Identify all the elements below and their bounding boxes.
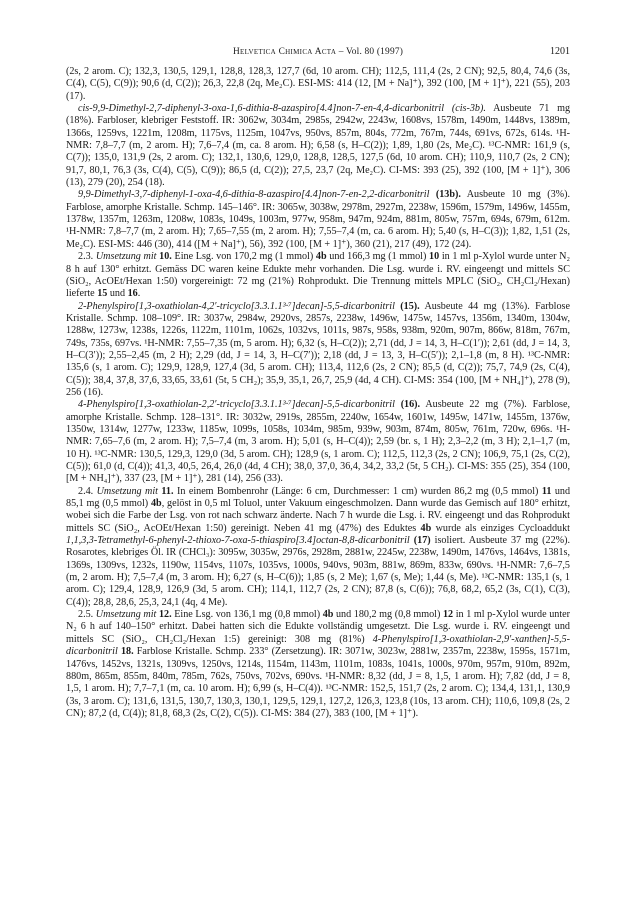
bold-text-run: 4b: [420, 522, 432, 534]
bold-text-run: 4b: [315, 251, 327, 263]
text-run: .: [137, 288, 141, 300]
text-run: Ausbeute 22 mg (7%). Farblose, amorphe Kristalle. Schmp. 128–131°. IR: 3032w, 2919s, 2855m, 2240w, 1654w, 1601w, 1495w, 1471w, 1455m, 1376w, 1350w, 1314w, 1277w, 1233w, 1185w, 1099s, 1058s, 1034m, 985m, 939w, 903m, 874m, 805w, 761m, 720w, 696s. ¹H-NMR: 7,65–7,6 (m, 2 arom. H); 7,5–7,4 (m, 3 arom. H); 5,01 (s, H–C(4)); 2,59 (br. s, 1 H); 2,3–2,2 (m, 3 H); 2,1–1,7 (m, 10 H). ¹³C-NMR: 130,5, 129,3, 129,0 (3d, 5 arom. CH); 128,9 (s, 1 arom. C); 112,5, 112,3 (2s, 2 CN); 106,9, 75,1 (2s, C(2), C(5)); 61,0 (d, C(4)); 41,3, 40,5, 26,4, 26,0 (4d, 4 CH); 38,0, 37,0, 36,4, 34,2, 33,2 (5t, 5 CH₂). CI-MS: 355 (25), 354 (100, [M + NH₄]⁺), 337 (23, [M + 1]⁺), 281 (14), 256 (33).: [66, 399, 570, 485]
text-run: und 85,1 mg (0,5 mmol): [66, 485, 571, 510]
text-run: wurde als einziges Cycloaddukt: [431, 522, 570, 534]
bold-text-run: (16).: [394, 399, 421, 411]
bold-text-run: 4b: [322, 609, 334, 621]
italic-text-run: 4-Phenylspiro[1,3-oxathiolan-2,2′-tricyclo[3.3.1.1³·⁷]decan]-5,5-dicarbonitril: [78, 399, 395, 411]
text-run: in 1 ml p-Xylol wurde unter N₂ 8 h auf 130° erhitzt. Gemäss DC waren keine Edukte mehr vorhanden. Die Lsg. wurde i. RV. eingeengt und mittels SC (SiO₂, AcOEt/Hexan 1:50) vorgereinigt: 72 mg (21%) Rohprodukt. Die Trennung mittels MPLC (SiO₂, CH₂Cl₂/Hexan) lieferte: [66, 251, 571, 300]
bold-text-run: 12.: [156, 609, 172, 621]
bold-text-run: (13b).: [429, 189, 461, 201]
bold-text-run: 10.: [156, 251, 172, 263]
text-run: isoliert. Ausbeute 37 mg (22%). Rosarotes, klebriges Öl. IR (CHCl₃): 3095w, 3035w, 2976s, 2928m, 2881w, 2245w, 2238w, 1490m, 1476vs, 1464vs, 1381s, 1369s, 1309vs, 1232s, 1190w, 1154vs, 1107s, 1035vs, 1000s, 940vs, 903m, 881w, 869m, 833w, 690vs. ¹H-NMR: 7,6–7,5 (m, 2 arom. H); 7,5–7,4 (m, 3 arom. H); 6,27 (s, H–C(6)); 1,85 (s, 2 Me); 1,67 (s, Me); 1,44 (s, Me). ¹³C-NMR: 135,1 (s, 1 arom. C); 129,4, 128,9, 126,9 (3d, 5 arom. CH); 114,1, 112,7 (2s, 2 CN); 87,8 (s, C(6)); 76,8, 68,2, 65,2 (3s, C(1), C(3), C(4)); 28,8, 28,6, 25,3, 24,1 (4q, 4 Me).: [66, 535, 571, 608]
text-run: und: [107, 288, 128, 300]
bold-text-run: 18.: [117, 646, 134, 658]
italic-text-run: 2-Phenylspiro[1,3-oxathiolan-4,2′-tricyclo[3.3.1.1³·⁷]decan]-5,5-dicarbonitril: [78, 300, 395, 312]
paragraph: [66, 189, 570, 251]
paragraph: [66, 399, 570, 485]
bold-text-run: 11.: [158, 485, 174, 497]
italic-text-run: Umsetzung mit: [95, 609, 157, 621]
italic-text-run: cis-9,9-Dimethyl-2,7-diphenyl-3-oxa-1,6-dithia-8-azaspiro[4.4]non-7-en-4,4-dicarbonitril (cis-3b).: [78, 103, 486, 115]
volume-info: – Vol. 80 (1997): [336, 47, 404, 57]
text-run: In einem Bombenrohr (Länge: 6 cm, Durchmesser: 1 cm) wurden 86,2 mg (0,5 mmol): [173, 485, 542, 497]
text-run: Farblose Kristalle. Schmp. 233° (Zersetzung). IR: 3071w, 3023w, 2881w, 2357m, 2238w, 1595s, 1571m, 1476vs, 1452vs, 1321s, 1309vs, 1250vs, 1214s, 1154m, 1143m, 1101m, 1083s, 1041s, 1000s, 970m, 957m, 910m, 892m, 880m, 865m, 855m, 840m, 785m, 762s, 750vs, 702vs, 690vs. ¹H-NMR: 8,32 (dd, J = 8, 1,5, 1 arom. H); 7,82 (dd, J = 8, 1,5, 1 arom. H); 7,7–7,1 (m, ca. 10 arom. H); 6,99 (s, H–C(4)). ¹³C-NMR: 152,5, 151,7 (2s, 2 arom. C); 134,4, 131,1, 130,9 (3s, 3 arom. C); 131,6, 131,5, 130,7, 130,3, 130,1, 129,5, 129,1, 127,2, 126,3, 123,8 (10s, 13 arom. CH); 110,6, 109,8 (2s, 2 CN); 87,2 (d, C(4)); 81,8, 68,3 (2s, C(2), C(5)). CI-MS: 384 (27), 383 (100, [M + 1]⁺).: [66, 646, 571, 719]
paragraph: [66, 251, 570, 300]
text-run: 2.4.: [78, 485, 97, 497]
text-run: und 166,3 mg (1 mmol): [326, 251, 430, 263]
paragraph: [66, 301, 570, 400]
text-run: 2.3.: [78, 251, 96, 263]
bold-text-run: 10: [429, 251, 440, 263]
bold-text-run: (15).: [394, 300, 420, 312]
paragraph: [66, 609, 570, 720]
running-head: [66, 46, 570, 58]
journal-name: Helvetica Chimica Acta: [232, 47, 337, 57]
bold-text-run: (17): [409, 535, 431, 547]
text-run: Ausbeute 10 mg (3%). Farblose, amorphe Kristalle. Schmp. 145–146°. IR: 3065w, 3038w, 2978m, 2927m, 2238w, 1596m, 1579m, 1496w, 1455m, 1378w, 1357m, 1263m, 1208w, 1083s, 1049s, 1003m, 977w, 958m, 947m, 924m, 881m, 805w, 757m, 694s, 679m, 612m. ¹H-NMR: 7,8–7,7 (m, 2 arom. H); 7,65–7,55 (m, 2 arom. H); 7,55–7,4 (m, ca. 6 arom. H); 5,40 (s, H–C(3)); 1,82, 1,51 (2s, Me₂C). ESI-MS: 446 (30), 414 ([M + Na]⁺), 56), 392 (100, [M + 1]⁺), 360 (21), 217 (49), 172 (24).: [66, 189, 570, 250]
italic-text-run: 9,9-Dimethyl-3,7-diphenyl-1-oxa-4,6-dithia-8-azaspiro[4.4]non-7-en-2,2-dicarbonitril: [78, 189, 430, 201]
text-run: und 180,2 mg (0,8 mmol): [333, 609, 443, 621]
italic-text-run: Umsetzung mit: [96, 485, 158, 497]
article-body: [66, 66, 570, 720]
bold-text-run: 4b: [150, 498, 162, 510]
paragraph: [66, 486, 570, 609]
text-run: in 1 ml p-Xylol wurde unter N₂ 6 h auf 140–150° erhitzt. Dabei hatten sich die Edukte vollständig umgesetzt. Die Lsg. wurde i. RV. eingeengt und mittels SC (SiO₂, CH₂Cl₂/Hexan 1:5) gereinigt: 308 mg (81%): [66, 609, 570, 645]
italic-text-run: 1,1,3,3-Tetramethyl-6-phenyl-2-thioxo-7-oxa-5-thiaspiro[3.4]octan-8,8-dicarbonitril: [66, 535, 410, 547]
text-run: , gelöst in 0,5 ml Toluol, unter Vakuum eingeschmolzen. Dann wurde das Gemisch auf 180° erhitzt, wobei sich die Farbe der Lsg. von rot nach schwarz änderte. Nach 7 h wurde die Lsg. i. RV. eingeengt und das Rohprodukt mittels SC (SiO₂, AcOEt/Hexan 1:50) gereinigt. Neben 41 mg (47%) des Eduktes: [66, 498, 570, 534]
italic-text-run: Umsetzung mit: [95, 251, 157, 263]
text-run: (2s, 2 arom. C); 132,3, 130,5, 129,1, 128,8, 128,3, 127,7 (6d, 10 arom. CH); 112,5, 111,4 (2s, 2 CN); 92,5, 80,4, 74,6 (3s, C(4), C(5), C(9)); 90,6 (d, C(2)); 26,3, 22,8 (2q, Me₂C). ESI-MS: 414 (12, [M + Na]⁺), 392 (100, [M + 1]⁺), 221 (55), 203 (17).: [66, 66, 570, 102]
italic-text-run: 4-Phenylspiro[1,3-oxathiolan-2,9′-xanthen]-5,5-dicarbonitril: [66, 633, 570, 658]
text-run: Ausbeute 44 mg (13%). Farblose Kristalle. Schmp. 108–109°. IR: 3037w, 2984w, 2920vs, 2857s, 2238w, 1496w, 1475w, 1457vs, 1356m, 1340m, 1304w, 1288w, 1273w, 1238s, 1226s, 1122m, 1101m, 1062s, 1032vs, 1011s, 987s, 958s, 938m, 920m, 907m, 866w, 818m, 767m, 749s, 735s, 697vs. ¹H-NMR: 7,55–7,35 (m, 5 arom. H); 6,32 (s, H–C(2)); 2,71 (dd, J = 14, 3, H–C(1′)); 2,61 (dd, J = 14, 3, H–C(3′)); 2,55–2,45 (m, 2 H); 2,29 (dd, J = 14, 3, H–C(7′)); 2,18 (dd, J = 13, 3, H–C(5′)); 2,1–1,8 (m, 8 H). ¹³C-NMR: 135,6 (s, 1 arom. C); 129,9, 128,9, 127,4 (3d, 5 arom. CH); 113,4, 112,6 (2s, 2 CN); 85,5 (d, C(2)); 75,7, 74,9 (2s, C(4), C(5)); 38,4, 37,8, 37,6, 33,65, 33,61 (5t, 5 CH₂); 35,9, 35,1, 26,7, 25,9 (4d, 4 CH). CI-MS: 354 (100, [M + NH₄]⁺), 278 (9), 256 (16).: [66, 300, 570, 398]
paragraph: [66, 66, 570, 103]
paragraph: [66, 103, 570, 189]
text-run: Eine Lsg. von 170,2 mg (1 mmol): [171, 251, 316, 263]
page-header: [66, 46, 570, 66]
text-run: Eine Lsg. von 136,1 mg (0,8 mmol): [171, 609, 323, 621]
bold-text-run: 16: [127, 288, 138, 300]
bold-text-run: 12: [442, 609, 454, 621]
text-run: Ausbeute 71 mg (18%). Farbloser, klebriger Feststoff. IR: 3062w, 3034m, 2985s, 2942w, 2243w, 1608vs, 1578m, 1490m, 1448vs, 1389m, 1366s, 1259vs, 1221m, 1208m, 1175vs, 1125m, 1047vs, 950vs, 857m, 804s, 772m, 767m, 744s, 691vs, 672s, 614s. ¹H-NMR: 7,8–7,7 (m, 2 arom. H); 7,6–7,4 (m, ca. 8 arom. H); 6,58 (s, H–C(2)); 1,89, 1,80 (2s, Me₂C). ¹³C-NMR: 161,9 (s, C(7)); 135,0, 131,9 (2s, 2 arom. C); 132,1, 130,6, 129,0, 128,8, 128,5, 127,5 (6d, 10 arom. CH); 110,9, 110,7 (2s, 2 CN); 91,7, 80,1, 76,3 (3s, C(4), C(5), C(9)); 86,5 (d, C(2)); 27,5, 23,7 (2q, Me₂C). CI-MS: 393 (25), 392 (100, [M + 1]⁺), 306 (13), 279 (20), 254 (18).: [66, 103, 571, 189]
bold-text-run: 15: [97, 288, 108, 300]
text-run: 2.5.: [78, 609, 96, 621]
bold-text-run: 11: [541, 485, 552, 497]
page-number: 1201: [550, 46, 570, 57]
